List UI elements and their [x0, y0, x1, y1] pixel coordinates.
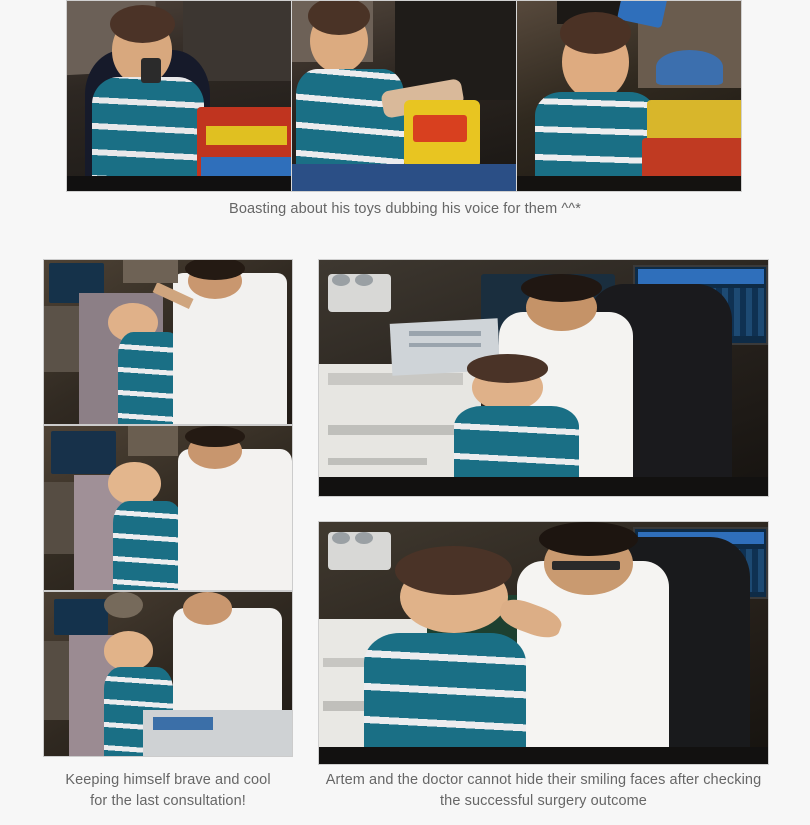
top-row-caption — [0, 199, 810, 220]
photo-boy-lifting-toy-car — [517, 1, 741, 191]
right-caption-line-1: Artem and the doctor cannot hide their smiling faces after checking — [325, 772, 762, 788]
photo-boy-reaching-toy-box — [292, 1, 516, 191]
photo-boy-with-toy — [67, 1, 291, 191]
left-caption-line-1: Keeping himself brave and cool — [65, 772, 271, 788]
right-caption-line-2: the successful surgery outcome — [440, 793, 647, 809]
photo-doctor-and-boy-smiling — [318, 521, 769, 765]
photo-consult-examining — [43, 425, 293, 591]
top-photo-strip — [66, 0, 742, 192]
left-caption-line-2: for the last consultation! — [90, 793, 246, 809]
left-photo-column — [43, 259, 293, 757]
photo-doctor-desk-with-boy — [318, 259, 769, 497]
right-column-caption — [318, 770, 769, 812]
top-row-caption-text: Boasting about his toys dubbing his voice for them ^^* — [229, 201, 581, 217]
photo-consult-nose-exam — [43, 259, 293, 425]
photo-consult-looking-up — [43, 591, 293, 757]
left-column-caption — [43, 770, 293, 812]
